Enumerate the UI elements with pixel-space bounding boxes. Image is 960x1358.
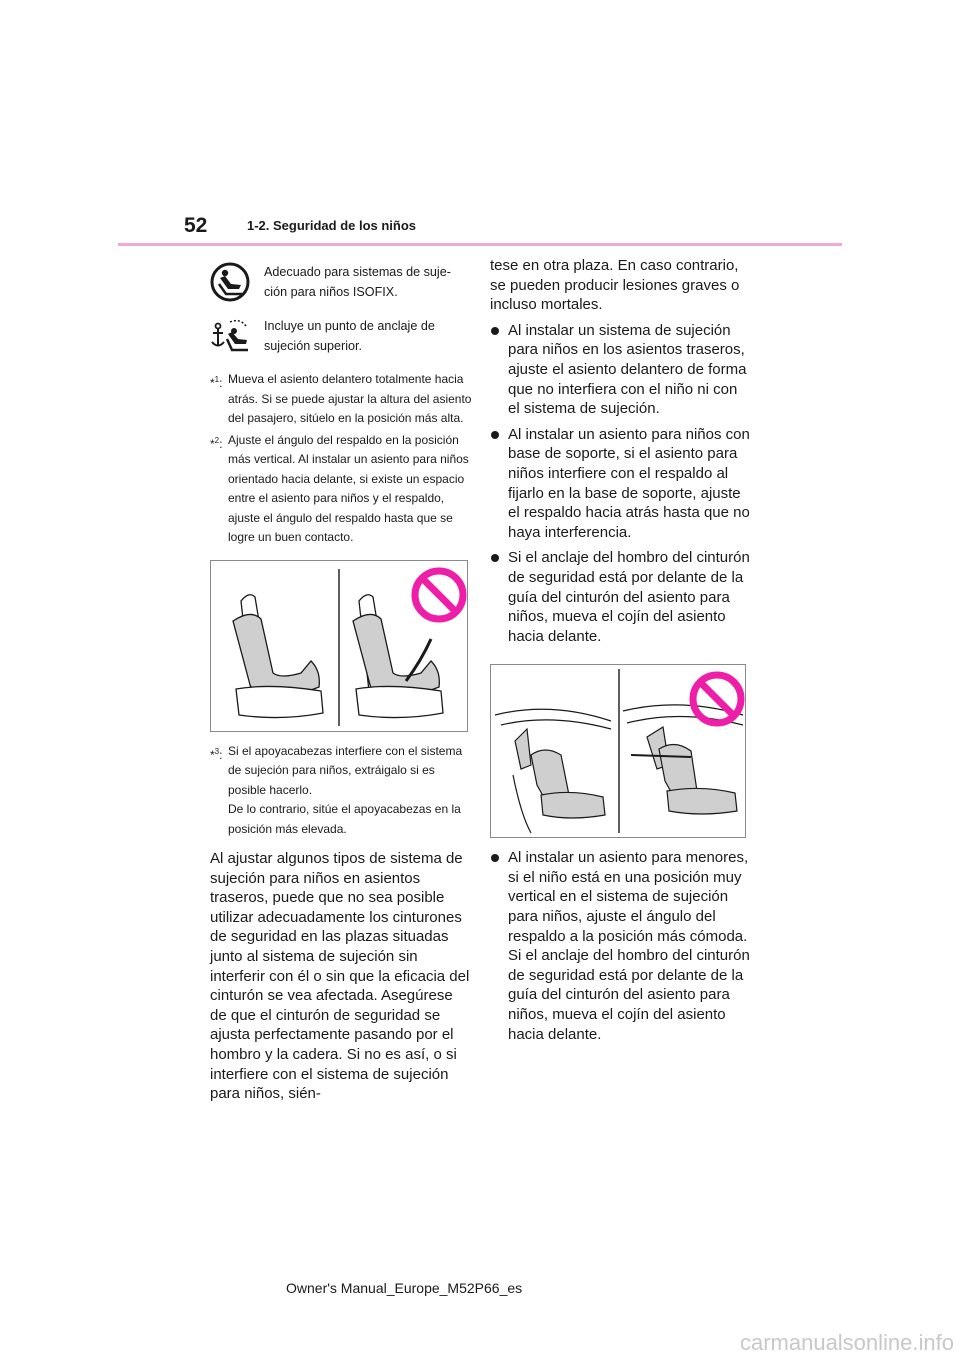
isofix-row: [210, 262, 472, 302]
belt-ok-illustration: [495, 710, 611, 834]
bullet-1-text: Al instalar un sistema de sujeción para niños en los asientos traseros, ajuste el asiento delantero de forma que no interfiera con el niño ni con el sistema de sujeción.: [508, 321, 747, 418]
bullet-4: [490, 848, 752, 1044]
section-title: 1-2. Seguridad de los niños: [247, 218, 417, 233]
bullet-4-text: Al instalar un asiento para menores, si el niño está en una posición muy vertical en el sistema de sujeción para niños, ajuste el ángulo del respaldo a la posición más cómoda. Si el anclaje del hombro del cinturón de seguridad está por delante de la guía del cinturón del asiento para niños, mueva el cojín del asiento hacia delante.: [508, 849, 750, 1043]
left-paragraph: Al ajustar algunos tipos de sistema de sujeción para niños en asientos traseros, puede que no sea posible utilizar adecuadamente los cinturones de seguridad en las plazas situadas junto al sistema de sujeción sin interferir con él o sin que la eficacia del cinturón se vea afectada. Asegúrese de que el cinturón de seguridad se ajusta perfectamente pasando por el hombro y la cadera. Si no es así, o si interfiere con el sistema de sujeción para niños, sién-: [210, 850, 470, 1103]
bullet-3-text: Si el anclaje del hombro del cinturón de seguridad está por delante de la guía del cinturón del asiento para niños, mueva el cojín del asiento hacia delante.: [508, 549, 750, 645]
header-rule: [118, 243, 842, 246]
left-column: [210, 262, 472, 1104]
note-1-mark: *$^1$:: [210, 375, 223, 390]
isofix-text: Adecuado para sistemas de suje- ción para niños ISOFIX.: [264, 265, 451, 299]
bullet-dot: [491, 554, 499, 562]
top-tether-icon: [210, 316, 250, 356]
top-tether-text: Incluye un punto de anclaje de sujeción superior.: [264, 319, 435, 353]
bullet-2-text: Al instalar un asiento para niños con base de soporte, si el asiento para niños interfiere con el respaldo al fijarlo en la base de soporte, ajuste el respaldo hacia atrás hasta que no haya interferencia.: [508, 425, 750, 541]
bullet-3: [490, 548, 752, 646]
note-2: [210, 431, 472, 548]
top-tether-row: [210, 316, 472, 356]
bullet-1: [490, 321, 752, 419]
note-1: [210, 370, 472, 429]
right-column: [490, 256, 752, 1044]
note-1-text: Mueva el asiento delantero totalmente hacia atrás. Si se puede ajustar la altura del asiento del pasajero, sitúelo en la posición más alta.: [228, 372, 472, 425]
seat-ok-illustration: [233, 594, 323, 717]
bullet-dot: [491, 327, 499, 335]
note-3-mark: *$^3$:: [210, 746, 223, 762]
watermark: carmanualsonline.info: [739, 1330, 954, 1355]
prohibition-icon: [693, 675, 741, 723]
note-3: [210, 742, 472, 840]
bullet-dot: [491, 854, 499, 862]
note-3-text: Si el apoyacabezas interfiere con el sistema de sujeción para niños, extráigalo si es posible hacerlo. De lo contrario, sitúe el apoyacabezas en la posición más elevada.: [228, 743, 463, 836]
bullet-2: [490, 425, 752, 543]
right-intro: tese en otra plaza. En caso contrario, se pueden producir lesiones graves o incluso mortales.: [490, 257, 740, 314]
page-number: 52: [184, 214, 208, 237]
bullet-dot: [491, 431, 499, 439]
note-2-mark: *$^2$:: [210, 435, 223, 451]
seat-backrest-figure: [210, 560, 468, 732]
footer: Owner's Manual_Europe_M52P66_es: [286, 1280, 523, 1296]
belt-anchor-figure: [490, 664, 746, 838]
note-2-text: Ajuste el ángulo del respaldo en la posición más vertical. Al instalar un asiento para niños orientado hacia delante, si existe un espacio entre el asiento para niños y el respaldo, ajuste el ángulo del respaldo hasta que se logre un buen contacto.: [228, 432, 469, 544]
isofix-icon: [210, 262, 250, 302]
prohibition-icon: [415, 571, 463, 619]
